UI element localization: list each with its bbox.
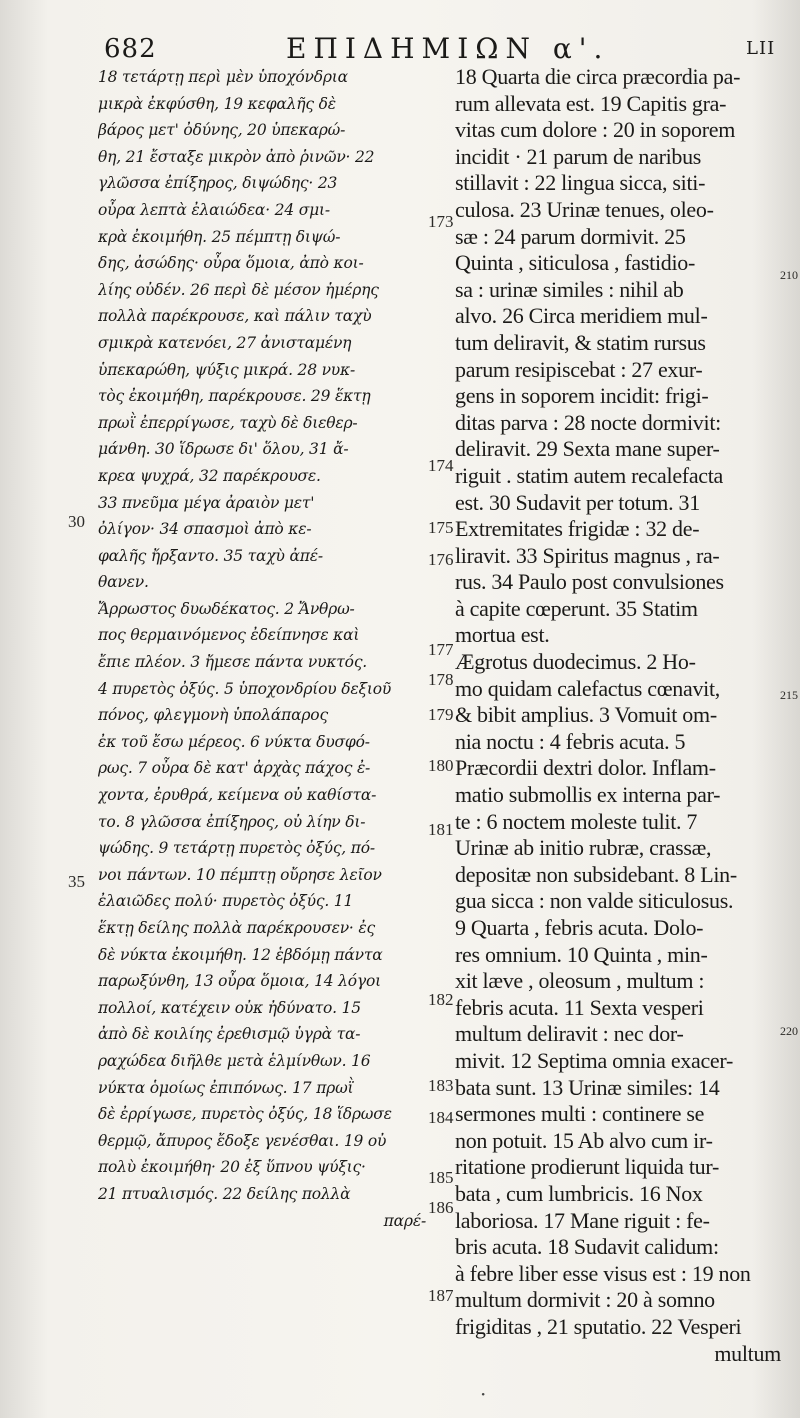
latin-line: depositæ non subsidebant. 8 Lin- — [455, 861, 737, 887]
latin-line: liravit. 33 Spiritus magnus , ra- — [455, 542, 720, 568]
latin-line: non potuit. 15 Ab alvo cum ir- — [455, 1127, 713, 1153]
greek-line: πρωῒ ἐπερρίγωσε, ταχὺ δὲ διεθερ- — [98, 413, 358, 432]
latin-line: bata , cum lumbricis. 16 Nox — [455, 1180, 703, 1206]
latin-line: frigiditas , 21 sputatio. 22 Vesperi — [455, 1313, 742, 1339]
greek-line: ἀπὸ δὲ κοιλίης ἐρεθισμῷ ὑγρὰ τα- — [98, 1025, 361, 1044]
margin-section-number: 181 — [428, 820, 454, 839]
latin-line: multum — [714, 1340, 781, 1366]
latin-line: ditas parva : 28 nocte dormivit: — [455, 409, 721, 435]
latin-line: & bibit amplius. 3 Vomuit om- — [455, 702, 717, 728]
latin-line: mortua est. — [455, 622, 550, 648]
latin-line: Ægrotus duodecimus. 2 Ho- — [455, 649, 696, 675]
footer-speck: · — [480, 1382, 487, 1406]
page-number: 682 — [104, 34, 157, 64]
greek-line: ἐλαιῶδες πολύ· πυρετὸς ὀξύς. 11 — [98, 892, 354, 911]
margin-section-number: 184 — [428, 1108, 454, 1127]
greek-line: νύκτα ὁμοίως ἐπιπόνως. 17 πρωῒ — [98, 1078, 354, 1097]
latin-line: parum resipiscebat : 27 exur- — [455, 356, 703, 382]
greek-line: 21 πτυαλισμός. 22 δείλης πολλὰ — [98, 1184, 351, 1203]
page-header — [0, 28, 800, 68]
latin-line: Urinæ ab initio rubræ, crassæ, — [455, 835, 712, 861]
greek-line: 4 πυρετὸς ὀξύς. 5 ὑποχονδρίου δεξιοῦ — [98, 679, 392, 698]
margin-section-number: 182 — [428, 990, 454, 1009]
latin-line: matio submollis ex interna par- — [455, 782, 721, 808]
greek-line: δὲ ἐρρίγωσε, πυρετὸς ὀξύς, 18 ἵδρωσε — [98, 1105, 392, 1124]
latin-line: multum deliravit : nec dor- — [455, 1021, 684, 1047]
latin-line: bata sunt. 13 Urinæ similes: 14 — [455, 1074, 720, 1100]
latin-line: ritatione prodierunt liquida tur- — [455, 1154, 719, 1180]
greek-line: γλῶσσα ἐπίξηρος, διψώδης· 23 — [98, 174, 338, 193]
greek-line: ρως. 7 οὖρα δὲ κατ' ἀρχὰς πάχος ἐ- — [98, 759, 371, 778]
greek-line: ἐκ τοῦ ἔσω μέρεος. 6 νύκτα δυσφό- — [98, 732, 370, 751]
greek-line: βάρος μετ' ὀδύνης, 20 ὑπεκαρώ- — [98, 121, 346, 140]
margin-line-number: 30 — [68, 512, 85, 531]
greek-line: νοι πάντων. 10 πέμπτῃ οὔρησε λεῖον — [98, 865, 382, 884]
greek-line: πόνος, φλεγμονὴ ὑπολάπαρος — [98, 706, 328, 725]
latin-line: mo quidam calefactus cœnavit, — [455, 675, 720, 701]
greek-line: μικρὰ ἐκφύσθη, 19 κεφαλῆς δὲ — [98, 94, 336, 113]
latin-line: gens in soporem incidit: frigi- — [455, 383, 709, 409]
margin-section-number: 175 — [428, 518, 454, 537]
signature-mark: LII — [746, 38, 776, 59]
greek-line: φαλῆς ἤρξαντο. 35 ταχὺ ἀπέ- — [98, 546, 323, 565]
latin-line: xit læve , oleosum , multum : — [455, 968, 705, 994]
latin-line: tum deliravit, & statim rursus — [455, 329, 706, 355]
latin-line: rum allevata est. 19 Capitis gra- — [455, 90, 727, 116]
latin-line: à febre liber esse visus est : 19 non — [455, 1260, 751, 1286]
right-margin-number: 215 — [780, 688, 798, 702]
greek-column — [98, 64, 432, 1234]
margin-line-number: 35 — [68, 872, 85, 891]
latin-line: res omnium. 10 Quinta , min- — [455, 941, 708, 967]
greek-line: πος θερμαινόμενος ἐδείπνησε καὶ — [98, 626, 360, 645]
latin-line: stillavit : 22 lingua sicca, siti- — [455, 170, 706, 196]
latin-line: mivit. 12 Septima omnia exacer- — [455, 1047, 734, 1073]
greek-line: δης, ἀσώδης· οὖρα ὅμοια, ἀπὸ κοι- — [98, 254, 364, 273]
margin-section-number: 174 — [428, 456, 454, 475]
margin-section-number: 183 — [428, 1076, 454, 1095]
latin-line: deliravit. 29 Sexta mane super- — [455, 436, 720, 462]
margin-section-number: 178 — [428, 670, 454, 689]
latin-line: riguit . statim autem recalefacta — [455, 462, 724, 488]
latin-line: Extremitates frigidæ : 32 de- — [455, 516, 700, 542]
latin-line: laboriosa. 17 Mane riguit : fe- — [455, 1207, 710, 1233]
greek-line: Ἄρρωστος δυωδέκατος. 2 Ἄνθρω- — [98, 599, 355, 618]
latin-line: bris acuta. 18 Sudavit calidum: — [455, 1234, 719, 1260]
margin-section-number: 185 — [428, 1168, 454, 1187]
right-margin-number: 210 — [780, 268, 798, 282]
latin-line: à capite cœperunt. 35 Statim — [455, 595, 698, 621]
greek-line: πολλοί, κατέχειν οὐκ ἠδύνατο. 15 — [98, 998, 361, 1017]
greek-line: σμικρὰ κατενόει, 27 ἀνισταμένη — [98, 333, 352, 352]
latin-line: sermones multi : continere se — [455, 1101, 705, 1127]
latin-column — [455, 64, 795, 1367]
greek-line: λίης οὐδέν. 26 περὶ δὲ μέσον ἡμέρης — [98, 280, 379, 299]
greek-line: παρέ- — [383, 1211, 426, 1230]
latin-line: alvo. 26 Circa meridiem mul- — [455, 303, 708, 329]
greek-line: ραχώδεα διῆλθε μετὰ ἑλμίνθων. 16 — [98, 1051, 371, 1070]
greek-line: πολὺ ἐκοιμήθη· 20 ἐξ ὕπνου ψύξις· — [98, 1158, 366, 1177]
latin-line: 9 Quarta , febris acuta. Dolo- — [455, 915, 704, 940]
greek-line: κρὰ ἐκοιμήθη. 25 πέμπτῃ διψώ- — [98, 227, 341, 246]
greek-line: δὲ νύκτα ἐκοιμήθη. 12 ἑβδόμῃ πάντα — [98, 945, 383, 964]
latin-line: te : 6 noctem moleste tulit. 7 — [455, 808, 698, 834]
greek-line: κρεα ψυχρά, 32 παρέκρουσε. — [98, 466, 321, 485]
margin-section-number: 179 — [428, 705, 454, 724]
greek-line: τὸς ἐκοιμήθη, παρέκρουσε. 29 ἕκτῃ — [98, 387, 371, 406]
margin-section-number: 187 — [428, 1286, 454, 1305]
greek-line: θανεν. — [98, 573, 149, 592]
latin-line: culosa. 23 Urinæ tenues, oleo- — [455, 196, 714, 222]
greek-line: ὀλίγον· 34 σπασμοὶ ἀπὸ κε- — [98, 520, 312, 539]
greek-line: ἕκτῃ δείλης πολλὰ παρέκρουσεν· ἐς — [98, 919, 375, 937]
latin-line: Præcordii dextri dolor. Inflam- — [455, 755, 716, 781]
margin-section-number: 176 — [428, 550, 454, 569]
margin-section-number: 186 — [428, 1198, 454, 1217]
latin-line: multum dormivit : 20 à somno — [455, 1287, 715, 1313]
greek-line: 33 πνεῦμα μέγα ἀραιὸν μετ' — [98, 493, 315, 512]
greek-line: ψώδης. 9 τετάρτῃ πυρετὸς ὀξύς, πό- — [98, 839, 375, 858]
greek-line: χοντα, ἐρυθρά, κείμενα οὐ καθίστα- — [98, 786, 377, 805]
greek-line: 18 τετάρτῃ περὶ μὲν ὑποχόνδρια — [98, 68, 348, 86]
latin-line: febris acuta. 11 Sexta vesperi — [455, 994, 704, 1020]
margin-section-number: 180 — [428, 756, 454, 775]
greek-line: οὖρα λεπτὰ ἐλαιώδεα· 24 σμι- — [98, 200, 330, 219]
greek-line: πολλὰ παρέκρουσε, καὶ πάλιν ταχὺ — [98, 307, 372, 326]
margin-section-number: 173 — [428, 212, 454, 231]
margin-section-number: 177 — [428, 640, 454, 659]
latin-line: sa : urinæ similes : nihil ab — [455, 276, 684, 302]
greek-line: το. 8 γλῶσσα ἐπίξηρος, οὐ λίην δι- — [98, 812, 366, 831]
latin-line: incidit · 21 parum de naribus — [455, 143, 702, 169]
greek-line: μάνθη. 30 ἵδρωσε δι' ὅλου, 31 ἄ- — [98, 440, 349, 459]
latin-line: sæ : 24 parum dormivit. 25 — [455, 223, 686, 249]
right-margin-number: 220 — [780, 1024, 798, 1038]
greek-line: παρωξύνθη, 13 οὖρα ὅμοια, 14 λόγοι — [98, 972, 381, 991]
latin-line: nia noctu : 4 febris acuta. 5 — [455, 728, 686, 754]
latin-line: est. 30 Sudavit per totum. 31 — [455, 489, 700, 515]
latin-line: vitas cum dolore : 20 in soporem — [455, 117, 736, 143]
latin-line: 18 Quarta die circa præcordia pa- — [455, 64, 741, 89]
latin-line: rus. 34 Paulo post convulsiones — [455, 569, 724, 595]
page-footer — [0, 1380, 800, 1410]
greek-line: θερμῷ, ἄπυρος ἔδοξε γενέσθαι. 19 οὐ — [98, 1131, 387, 1150]
running-title: ΕΠΙΔΗΜΙΩΝ α'. — [286, 32, 610, 65]
latin-line: Quinta , siticulosa , fastidio- — [455, 250, 695, 276]
latin-line: gua sicca : non valde siticulosus. — [455, 888, 734, 914]
greek-line: ἔπιε πλέον. 3 ἤμεσε πάντα νυκτός. — [98, 653, 368, 672]
greek-line: ὑπεκαρώθη, ψύξις μικρά. 28 νυκ- — [98, 360, 356, 379]
greek-line: θη, 21 ἔσταξε μικρὸν ἀπὸ ῥινῶν· 22 — [98, 147, 375, 166]
